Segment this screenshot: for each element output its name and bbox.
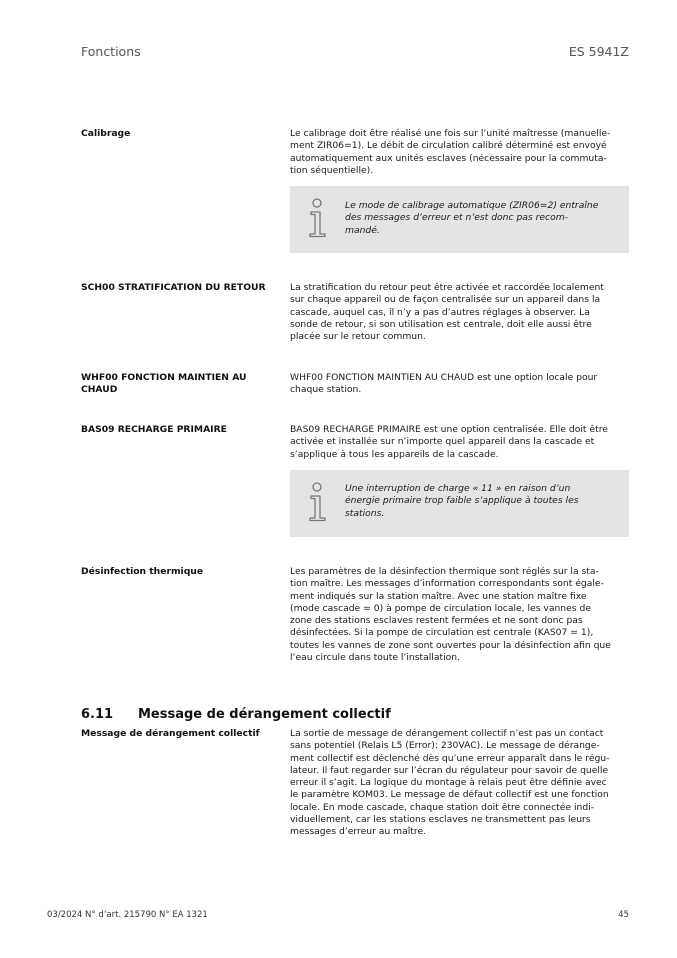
sch00-label: SCH00 STRATIFICATION DU RETOUR bbox=[81, 282, 266, 293]
derangement-text: La sortie de message de dérangement collectif n’est pas un contact sans potentiel (Relais L5 (Error): 230VAC). Le message de dérange- ment collectif est déclenché dès qu’une erreur apparaît dans le régu- lateur. Il faut regarder sur l’écran du régulateur pour savoir de quelle erreur il s’agit. La logique du montage à relais peut être définie avec le paramètre KOM03. Le message de défaut collectif est une fonction locale. En mode cascade, chaque station doit être connectée indi- viduellement, car les stations esclaves ne transmettent pas leurs messages d’erreur au maître. bbox=[290, 728, 610, 838]
info-icon bbox=[307, 198, 329, 238]
calibrage-label: Calibrage bbox=[81, 128, 131, 139]
bas09-note bbox=[290, 470, 629, 537]
calibrage-text: Le calibrage doit être réalisé une fois sur l’unité maîtresse (manuelle- ment ZIR06=1). Le débit de circulation calibré déterminé est envoyé automatiquement aux unités esclaves (nécessaire pour la commuta- tion séquentielle). bbox=[290, 128, 611, 176]
info-icon bbox=[307, 482, 329, 522]
calibrage-note-text: Le mode de calibrage automatique (ZIR06=2) entraîne des messages d’erreur et n’est donc pas recom- mandé. bbox=[345, 200, 599, 236]
header-section-title: Fonctions bbox=[81, 44, 141, 59]
derangement-label: Message de dérangement collectif bbox=[81, 728, 260, 739]
bas09-text: BAS09 RECHARGE PRIMAIRE est une option centralisée. Elle doit être activée et installée sur n’importe quel appareil dans la cascade et s’applique à tous les appareils de la cascade. bbox=[290, 424, 608, 460]
desinfection-label: Désinfection thermique bbox=[81, 566, 204, 577]
header-document-code: ES 5941Z bbox=[568, 44, 629, 59]
page-number: 45 bbox=[618, 910, 629, 920]
footer-document-info: 03/2024 N° d’art. 215790 N° EA 1321 bbox=[47, 910, 208, 920]
chapter-number: 6.11 bbox=[81, 707, 114, 722]
bas09-label: BAS09 RECHARGE PRIMAIRE bbox=[81, 424, 227, 435]
whf00-text: WHF00 FONCTION MAINTIEN AU CHAUD est une option locale pour chaque station. bbox=[290, 372, 598, 396]
chapter-title: Message de dérangement collectif bbox=[138, 707, 391, 722]
desinfection-text: Les paramètres de la désinfection thermique sont réglés sur la sta- tion maître. Les messages d’information correspondants sont égale- ment indiqués sur la station maître. Avec une station maître fixe (mode cascade = 0) à pompe de circulation locale, les vannes de zone des stations esclaves restent fermées et ne sont donc pas désinfectées. Si la pompe de circulation est centrale (KAS07 = 1), toutes les vannes de zone sont ouvertes pour la désinfection afin que l’eau circule dans toute l’installation. bbox=[290, 566, 611, 664]
sch00-text: La stratification du retour peut être activée et raccordée localement sur chaque appareil ou de façon centralisée sur un appareil dans la cascade, auquel cas, il n’y a pas d’autres réglages à observer. La sonde de retour, si son utilisation est centrale, doit elle aussi être placée sur le retour commun. bbox=[290, 282, 604, 343]
bas09-note-text: Une interruption de charge « 11 » en raison d’un énergie primaire trop faible s’applique à toutes les stations. bbox=[345, 483, 579, 519]
calibrage-note bbox=[290, 186, 629, 253]
whf00-label: WHF00 FONCTION MAINTIEN AU CHAUD bbox=[81, 372, 247, 396]
